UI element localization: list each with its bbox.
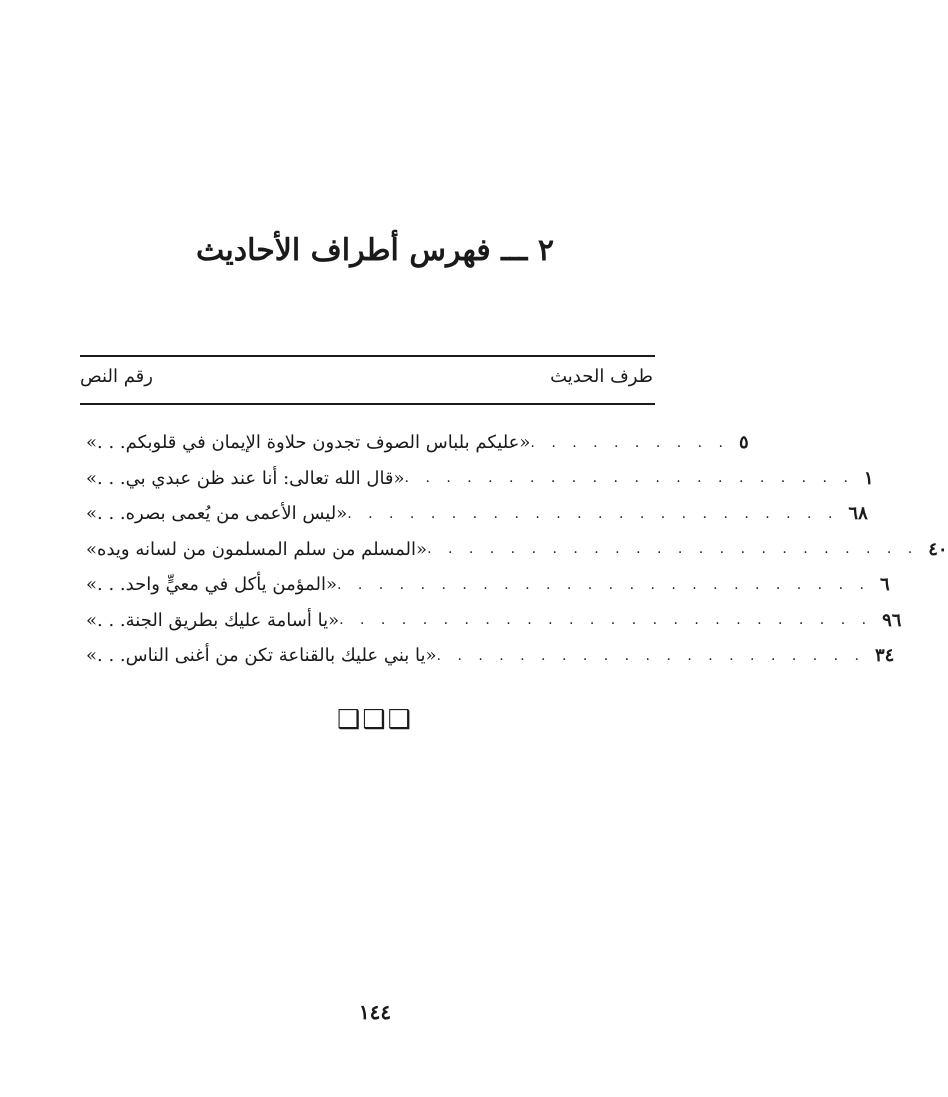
- header-rule: [80, 403, 655, 405]
- index-row: [80, 638, 895, 674]
- text-number: ٤٠: [928, 538, 948, 560]
- text-number: ٦٨: [848, 503, 868, 525]
- leader-dots: . . . . . . . . . . . . . . . . . . . . .: [436, 647, 866, 664]
- leader-dots: . . . . . . . . . . . . . . . . . . . . . . . .: [427, 541, 919, 558]
- text-number: ٦: [879, 574, 890, 596]
- index-row: [80, 461, 874, 497]
- hadith-text: «عليكم بلباس الصوف تجدون حلاوة الإيمان في قلوبكم. . .»: [86, 432, 531, 454]
- leader-dots: . . . . . . . . . . . . . . . . . . . . . . . .: [347, 505, 839, 522]
- leader-dots: . . . . . . . . . . . . . . . . . . . . . .: [404, 470, 854, 487]
- text-number: ١: [863, 467, 874, 489]
- column-header-hadith: طرف الحديث: [550, 366, 653, 387]
- page-title: ٢ ـــ فهرس أطراف الأحاديث: [195, 233, 555, 268]
- hadith-text: «المسلم من سلم المسلمون من لسانه ويده»: [86, 538, 428, 560]
- hadith-text: «المؤمن يأكل في معيٍّ واحد. . .»: [86, 574, 337, 596]
- leader-dots: . . . . . . . . . . . . . . . . . . . . . . . . . .: [339, 612, 873, 629]
- text-number: ٥: [738, 432, 749, 454]
- text-number: ٩٦: [882, 609, 902, 631]
- section-end-ornament: ❑❑❑: [337, 705, 413, 735]
- index-row: [80, 567, 890, 603]
- index-row: [80, 603, 902, 639]
- index-row: [80, 425, 749, 461]
- hadith-text: «يا أسامة عليك بطريق الجنة. . .»: [86, 609, 340, 631]
- text-number: ٣٤: [875, 645, 895, 667]
- leader-dots: . . . . . . . . . .: [530, 434, 729, 451]
- hadith-text: «قال الله تعالى: أنا عند ظن عبدي بي. . .»: [86, 467, 405, 489]
- hadith-text: «ليس الأعمى من يُعمى بصره. . .»: [86, 503, 348, 525]
- index-list: [80, 425, 948, 674]
- top-rule: [80, 355, 655, 357]
- leader-dots: . . . . . . . . . . . . . . . . . . . . . . . . . .: [336, 576, 870, 593]
- index-row: [80, 532, 948, 568]
- hadith-text: «يا بني عليك بالقناعة تكن من أغنى الناس. . .»: [86, 645, 437, 667]
- index-row: [80, 496, 868, 532]
- page-number: ١٤٤: [358, 1000, 392, 1024]
- column-header-number: رقم النص: [80, 366, 153, 387]
